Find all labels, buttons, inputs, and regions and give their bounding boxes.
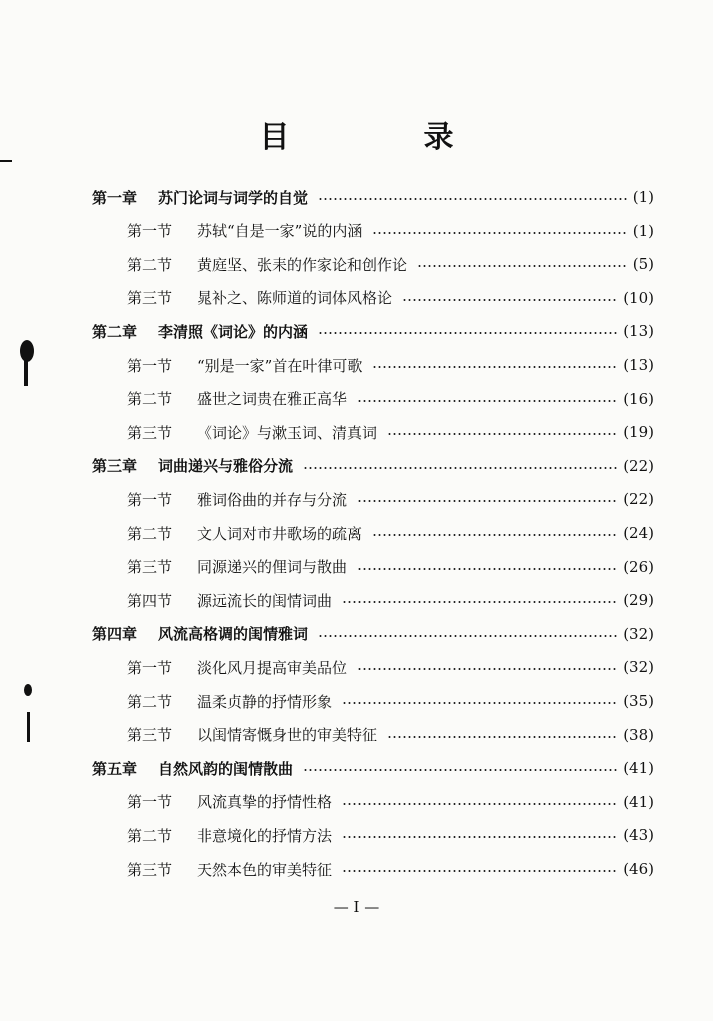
entry-page-number: (29) (623, 591, 654, 610)
entry-label: 第二章 (92, 322, 138, 341)
entry-title: 风流高格调的闺情雅词 (158, 625, 309, 644)
scan-mark (24, 684, 32, 696)
entry-title: 源远流长的闺情词曲 (197, 591, 333, 610)
entry-title: 晁补之、陈师道的词体风格论 (197, 289, 393, 308)
entry-title: 自然风韵的闺情散曲 (158, 759, 294, 778)
dot-leader (342, 836, 617, 838)
toc-chapter-entry (92, 182, 654, 212)
entry-title: 同源递兴的俚词与散曲 (197, 558, 348, 577)
entry-page-number: (22) (623, 490, 654, 509)
entry-title: 词曲递兴与雅俗分流 (158, 457, 294, 476)
entry-label: 第三节 (127, 423, 173, 442)
dot-leader (303, 467, 617, 469)
entry-page-number: (38) (623, 725, 654, 744)
scan-mark (27, 712, 30, 742)
toc-section-entry (127, 417, 654, 447)
toc-section-entry (127, 249, 654, 279)
entry-title: 苏门论词与词学的自觉 (158, 188, 309, 207)
entry-title: 《词论》与漱玉词、清真词 (197, 423, 378, 442)
toc-section-entry (127, 720, 654, 750)
toc-section-entry (127, 820, 654, 850)
dot-leader (357, 500, 617, 502)
entry-label: 第三章 (92, 457, 138, 476)
scan-mark (0, 160, 12, 162)
entry-title: 非意境化的抒情方法 (197, 826, 333, 845)
toc-section-entry (127, 652, 654, 682)
entry-page-number: (22) (623, 456, 654, 475)
page-title: 目 录 (259, 120, 506, 155)
toc-section-entry (127, 585, 654, 615)
entry-page-number: (41) (623, 792, 654, 811)
toc-section-entry (127, 552, 654, 582)
entry-label: 第四章 (92, 625, 138, 644)
toc-section-entry (127, 787, 654, 817)
toc-section-entry (127, 686, 654, 716)
entry-label: 第三节 (127, 558, 173, 577)
toc-section-entry (127, 283, 654, 313)
entry-title: 李清照《词论》的内涵 (158, 322, 309, 341)
entry-label: 第二节 (127, 255, 173, 274)
toc-section-entry (127, 854, 654, 884)
dot-leader (342, 870, 617, 872)
dot-leader (318, 332, 617, 334)
dot-leader (303, 769, 617, 771)
entry-page-number: (43) (623, 826, 654, 845)
entry-label: 第五章 (92, 759, 138, 778)
entry-title: 淡化风月提高审美品位 (197, 658, 348, 677)
dot-leader (417, 265, 627, 267)
toc-chapter-entry (92, 753, 654, 783)
page-number: — I — (333, 898, 380, 916)
scan-mark (20, 340, 34, 362)
dot-leader (387, 736, 617, 738)
entry-label: 第二节 (127, 826, 173, 845)
entry-page-number: (1) (632, 221, 654, 240)
entry-label: 第二节 (127, 390, 173, 409)
dot-leader (357, 400, 617, 402)
entry-title: “别是一家”首在叶律可歌 (197, 356, 363, 375)
entry-label: 第一节 (127, 793, 173, 812)
entry-title: 苏轼“自是一家”说的内涵 (197, 222, 363, 241)
dot-leader (387, 433, 617, 435)
dot-leader (357, 668, 617, 670)
entry-page-number: (26) (623, 557, 654, 576)
entry-title: 天然本色的审美特征 (197, 860, 333, 879)
toc-section-entry (127, 350, 654, 380)
dot-leader (357, 568, 617, 570)
entry-page-number: (19) (623, 423, 654, 442)
entry-page-number: (24) (623, 524, 654, 542)
dot-leader (402, 299, 617, 301)
entry-label: 第三节 (127, 860, 173, 879)
entry-title: 文人词对市井歌场的疏离 (197, 524, 363, 543)
entry-page-number: (10) (623, 288, 654, 307)
dot-leader (318, 198, 627, 200)
entry-label: 第四节 (127, 591, 173, 610)
toc-section-entry (127, 216, 654, 246)
dot-leader (372, 534, 617, 536)
entry-page-number: (16) (623, 389, 654, 408)
entry-page-number: (1) (632, 188, 654, 206)
entry-label: 第一节 (127, 658, 173, 677)
entry-label: 第三节 (127, 289, 173, 308)
toc-chapter-entry (92, 451, 654, 481)
toc-section-entry (127, 484, 654, 514)
dot-leader (342, 601, 617, 603)
dot-leader (342, 702, 617, 704)
entry-page-number: (5) (632, 255, 654, 274)
entry-title: 雅词俗曲的并存与分流 (197, 490, 348, 509)
entry-page-number: (13) (623, 356, 654, 374)
entry-title: 盛世之词贵在雅正高华 (197, 390, 348, 409)
entry-page-number: (46) (623, 860, 654, 878)
dot-leader (372, 366, 617, 368)
dot-leader (342, 803, 617, 805)
toc-chapter-entry (92, 619, 654, 649)
entry-page-number: (35) (623, 692, 654, 710)
entry-label: 第三节 (127, 726, 173, 745)
entry-title: 黄庭坚、张耒的作家论和创作论 (197, 255, 408, 274)
entry-title: 温柔贞静的抒情形象 (197, 692, 333, 711)
entry-label: 第二节 (127, 524, 173, 543)
entry-label: 第二节 (127, 692, 173, 711)
entry-title: 以闺情寄慨身世的审美特征 (197, 726, 378, 745)
toc-chapter-entry (92, 316, 654, 346)
entry-label: 第一章 (92, 188, 138, 207)
dot-leader (318, 635, 617, 637)
entry-page-number: (32) (623, 658, 654, 677)
entry-label: 第一节 (127, 490, 173, 509)
scan-mark (24, 360, 28, 386)
entry-title: 风流真挚的抒情性格 (197, 793, 333, 812)
entry-page-number: (41) (623, 759, 654, 778)
entry-page-number: (13) (623, 322, 654, 341)
dot-leader (372, 232, 626, 234)
toc-section-entry (127, 518, 654, 548)
entry-label: 第一节 (127, 222, 173, 241)
toc-section-entry (127, 384, 654, 414)
entry-label: 第一节 (127, 356, 173, 375)
entry-page-number: (32) (623, 624, 654, 643)
